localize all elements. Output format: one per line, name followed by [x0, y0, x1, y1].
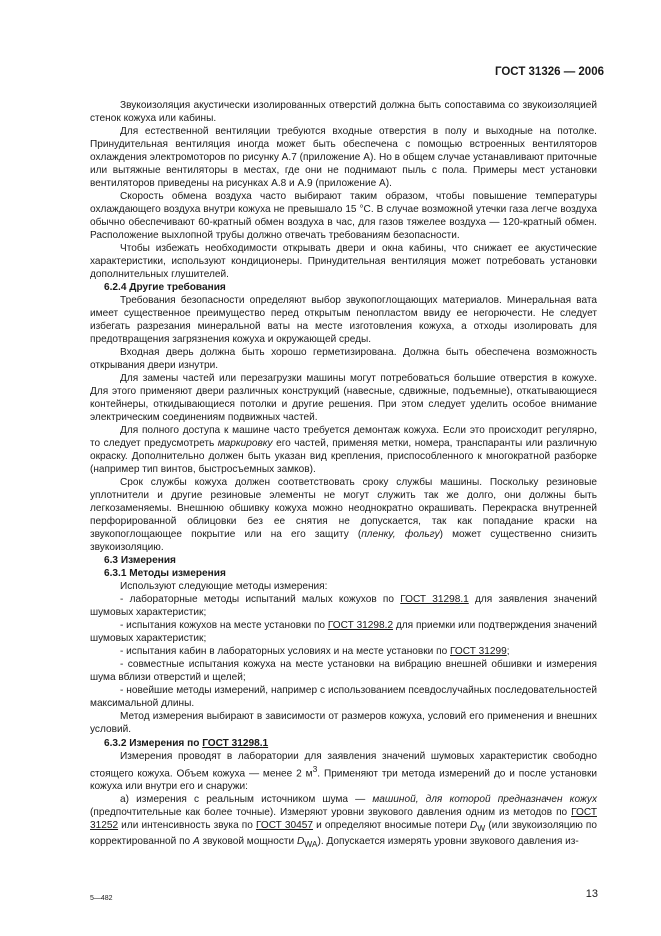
- paragraph: Для естественной вентиляции требуются входные отверстия в полу и выходные на потолке. Принудительная вентиляция иногда может быть обеспечена с помощью встроенных вентиляторов охлаждения электромоторов по рисунку А.7 (приложение А). Но в общем случае устанавливают приточные или вытяжные вентиляторы в местах, где они не поднимают пыль с пола. Примеры мест установки вентиляторов приведены на рисунках А.8 и А.9 (приложение А).: [90, 126, 597, 189]
- paragraph: Звукоизоляция акустически изолированных отверстий должна быть сопоставима со звукоизоляцией стенок кожуха или кабины.: [90, 100, 597, 124]
- paragraph: Используют следующие методы измерения:: [120, 581, 328, 592]
- standard-header: ГОСТ 31326 — 2006: [494, 66, 604, 78]
- section-heading-6-3-2: 6.3.2 Измерения по ГОСТ 31298.1: [104, 738, 269, 749]
- page-number: 13: [585, 888, 598, 900]
- standard-link[interactable]: ГОСТ 31298.1: [202, 738, 269, 749]
- print-code: 5—482: [90, 895, 113, 902]
- list-item: - испытания кожухов на месте установки по ГОСТ 31298.2 для приемки или подтверждения значений шумовых характеристик;: [90, 620, 598, 644]
- list-item: - лабораторные методы испытаний малых кожухов по ГОСТ 31298.1 для заявления значений шумовых характеристик;: [90, 594, 597, 618]
- paragraph: Метод измерения выбирают в зависимости от размеров кожуха, условий его применения и внешних условий.: [90, 711, 597, 735]
- paragraph: а) измерения с реальным источником шума — машиной, для которой предназначен кожух (предпочтительные как более точные). Измеряют уровни звукового давления одним из методов по ГОСТ 31252 или интенсивность звука по ГОСТ 30457 и определяют вносимые потери $D_W$ (или звукоизоляцию по корректированной по А звуковой мощности $D_{WA}$). Допускается измерять уровни звукового давления из-: [90, 794, 597, 850]
- paragraph: Срок службы кожуха должен соответствовать сроку службы машины. Поскольку резиновые уплотнители и другие резиновые элементы не могут служить так же долго, они должны быть легкозаменяемы. Внешнюю обшивку кожуха можно неоднократно окрашивать. Перекраска внутренней перфорированной облицовки без ее снятия не допускается, так как попадание краски на звукопоглощающее покрытие или на его защиту (пленку, фольгу) может существенно снизить звукоизоляцию.: [90, 477, 598, 553]
- paragraph: Чтобы избежать необходимости открывать двери и окна кабины, что снижает ее акустические характеристики, используют кондиционеры. Принудительная вентиляция может потребовать установки дополнительных глушителей.: [90, 243, 597, 280]
- emphasis: маркировку: [217, 438, 273, 449]
- standard-link[interactable]: ГОСТ 31298.1: [400, 594, 469, 605]
- paragraph: Входная дверь должна быть хорошо герметизирована. Должна быть обеспечена возможность открывания двери изнутри.: [90, 347, 597, 371]
- standard-link[interactable]: ГОСТ 31299: [450, 646, 507, 657]
- list-item: - испытания кабин в лабораторных условиях и на месте установки по ГОСТ 31299;: [120, 646, 510, 657]
- section-heading-6-3-1: 6.3.1 Методы измерения: [104, 568, 226, 579]
- standard-link[interactable]: ГОСТ 30457: [255, 820, 314, 832]
- document-body: [90, 99, 597, 851]
- paragraph: Требования безопасности определяют выбор звукопоглощающих материалов. Минеральная вата имеет существенное преимущество перед открытым пенопластом ввиду ее негорючести. Не следует избегать разрезания минеральной ваты на месте изготовления кожуха, а отходы изолировать для предотвращения загрязнения кожуха и окружающей среды.: [90, 295, 597, 345]
- standard-link[interactable]: ГОСТ 31252: [90, 807, 597, 832]
- emphasis: машиной, для которой предназначен кожух: [372, 794, 597, 806]
- emphasis: пленку, фольгу: [361, 529, 440, 540]
- paragraph: Измерения проводят в лаборатории для заявления значений шумовых характеристик свободно стоящего кожуха. Объем кожуха — менее 2 $м^3$. Применяют три метода измерений до и после установки кожуха или внутри его и снаружи:: [90, 751, 598, 793]
- list-item: - новейшие методы измерений, например с использованием псевдослучайных последовательностей максимальной длины.: [90, 685, 597, 709]
- section-heading-6-2-4: 6.2.4 Другие требования: [104, 282, 226, 293]
- paragraph: Для замены частей или перезагрузки машины могут потребоваться большие отверстия в кожухе. Для этого применяют двери различных конструкций (навесные, сдвижные, подъемные), откатывающиеся контейнеры, откидывающиеся потолки и другие решения. При этом следует уделить особое внимание электрическим соединениям подвижных частей.: [90, 373, 597, 423]
- list-item: - совместные испытания кожуха на месте установки на вибрацию внешней обшивки и измерения шума вблизи отверстий и щелей;: [90, 659, 597, 683]
- paragraph: Скорость обмена воздуха часто выбирают таким образом, чтобы повышение температуры охлаждающего воздуха внутри кожуха не превышало 15 °С. В случае возможной утечки газа легче воздуха обычно обеспечивают 60-кратный обмен воздуха в час, для газов тяжелее воздуха — 120-кратный обмен. Расположение выхлопной трубы должно отвечать требованиям безопасности.: [90, 191, 597, 241]
- section-heading-6-3: 6.3 Измерения: [104, 555, 176, 566]
- paragraph: Для полного доступа к машине часто требуется демонтаж кожуха. Если это происходит регулярно, то следует предусмотреть маркировку его частей, применяя метки, номера, транспаранты или различную окраску. Дополнительно должен быть указан вид крепления, приспособленного к многократной разборке (например тип винтов, быстросъемных замков).: [90, 425, 597, 475]
- standard-link[interactable]: ГОСТ 31298.2: [327, 620, 394, 631]
